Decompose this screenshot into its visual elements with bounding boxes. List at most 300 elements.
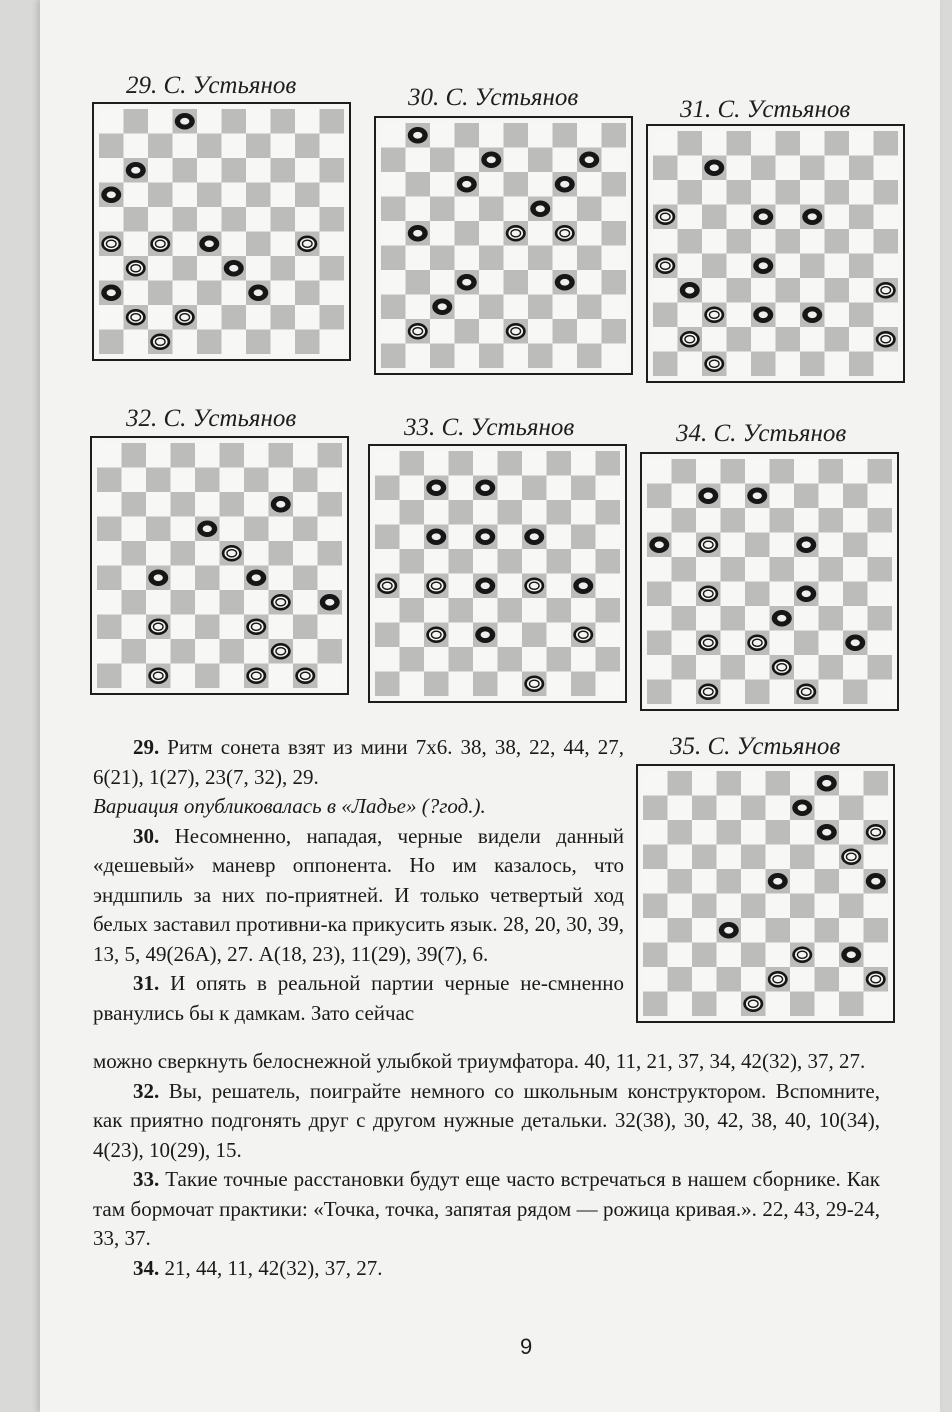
light-square bbox=[727, 254, 752, 279]
black-checker-piece bbox=[248, 285, 268, 301]
light-square bbox=[668, 796, 693, 821]
white-checker-piece bbox=[555, 225, 575, 241]
dark-square bbox=[498, 598, 523, 623]
light-square bbox=[776, 205, 801, 230]
white-checker-piece bbox=[768, 971, 788, 987]
dark-square bbox=[171, 492, 196, 517]
light-square bbox=[424, 500, 449, 525]
dark-square bbox=[295, 330, 320, 355]
dark-square bbox=[473, 672, 498, 697]
dark-square bbox=[819, 606, 844, 631]
black-checker-piece bbox=[753, 209, 773, 225]
dark-square bbox=[381, 197, 406, 222]
dark-square bbox=[195, 566, 220, 591]
light-square bbox=[745, 655, 770, 680]
light-square bbox=[849, 131, 874, 156]
solution-34: 34. 21, 44, 11, 42(32), 37, 27. bbox=[133, 1255, 383, 1280]
dark-square bbox=[320, 158, 345, 183]
dark-square bbox=[430, 246, 455, 271]
light-square bbox=[751, 327, 776, 352]
light-square bbox=[498, 623, 523, 648]
light-square bbox=[455, 197, 480, 222]
light-square bbox=[498, 574, 523, 599]
white-checker-piece bbox=[150, 334, 170, 350]
white-checker-piece bbox=[175, 309, 195, 325]
light-square bbox=[271, 183, 296, 208]
light-square bbox=[717, 894, 742, 919]
dark-square bbox=[849, 303, 874, 328]
light-square bbox=[696, 557, 721, 582]
black-checker-piece bbox=[753, 258, 773, 274]
black-checker-piece bbox=[698, 488, 718, 504]
light-square bbox=[171, 468, 196, 493]
light-square bbox=[99, 207, 124, 232]
light-square bbox=[864, 845, 889, 870]
light-square bbox=[678, 303, 703, 328]
black-checker-piece bbox=[845, 635, 865, 651]
light-square bbox=[800, 278, 825, 303]
light-square bbox=[874, 352, 899, 377]
light-square bbox=[547, 476, 572, 501]
light-square bbox=[375, 549, 400, 574]
light-square bbox=[790, 918, 815, 943]
white-checker-piece bbox=[524, 676, 544, 692]
dark-square bbox=[195, 664, 220, 689]
dark-square bbox=[727, 180, 752, 205]
dark-square bbox=[717, 771, 742, 796]
board-32 bbox=[90, 436, 349, 695]
light-square bbox=[498, 672, 523, 697]
light-square bbox=[528, 270, 553, 295]
light-square bbox=[244, 492, 269, 517]
dark-square bbox=[479, 197, 504, 222]
light-square bbox=[430, 319, 455, 344]
dark-square bbox=[146, 468, 171, 493]
light-square bbox=[406, 344, 431, 369]
light-square bbox=[553, 197, 578, 222]
dark-square bbox=[381, 344, 406, 369]
dark-square bbox=[643, 992, 668, 1017]
light-square bbox=[776, 352, 801, 377]
light-square bbox=[819, 533, 844, 558]
light-square bbox=[173, 281, 198, 306]
dark-square bbox=[293, 566, 318, 591]
black-checker-piece bbox=[796, 537, 816, 553]
white-checker-piece bbox=[698, 635, 718, 651]
dark-square bbox=[122, 639, 147, 664]
dark-square bbox=[571, 525, 596, 550]
light-square bbox=[696, 459, 721, 484]
light-square bbox=[692, 918, 717, 943]
light-square bbox=[849, 278, 874, 303]
light-square bbox=[195, 492, 220, 517]
dark-square bbox=[318, 639, 343, 664]
dark-square bbox=[727, 327, 752, 352]
light-square bbox=[653, 180, 678, 205]
dark-square bbox=[770, 459, 795, 484]
black-checker-piece bbox=[768, 873, 788, 889]
dark-square bbox=[430, 197, 455, 222]
light-square bbox=[222, 232, 247, 257]
white-checker-piece bbox=[222, 545, 242, 561]
black-checker-piece bbox=[573, 578, 593, 594]
dark-square bbox=[220, 443, 245, 468]
white-checker-piece bbox=[573, 627, 593, 643]
light-square bbox=[553, 148, 578, 173]
light-square bbox=[819, 582, 844, 607]
dark-square bbox=[770, 508, 795, 533]
dark-square bbox=[318, 541, 343, 566]
light-square bbox=[195, 590, 220, 615]
dark-square bbox=[741, 796, 766, 821]
light-square bbox=[745, 557, 770, 582]
dark-square bbox=[819, 459, 844, 484]
white-checker-piece bbox=[866, 971, 886, 987]
light-square bbox=[424, 647, 449, 672]
dark-square bbox=[195, 615, 220, 640]
dark-square bbox=[668, 820, 693, 845]
dark-square bbox=[849, 352, 874, 377]
light-square bbox=[320, 281, 345, 306]
solution-29: 29. Ритм сонета взят из мини 7х6. 38, 38, 22, 44, 27, 6(21), 1(27), 23(7, 32), 29. bbox=[93, 735, 624, 789]
white-checker-piece bbox=[704, 307, 724, 323]
light-square bbox=[770, 631, 795, 656]
dark-square bbox=[721, 557, 746, 582]
black-checker-piece bbox=[426, 529, 446, 545]
dark-square bbox=[643, 845, 668, 870]
light-square bbox=[766, 943, 791, 968]
black-checker-piece bbox=[680, 282, 700, 298]
black-checker-piece bbox=[320, 594, 340, 610]
dark-square bbox=[721, 655, 746, 680]
dark-square bbox=[702, 254, 727, 279]
light-square bbox=[702, 229, 727, 254]
light-square bbox=[473, 500, 498, 525]
light-square bbox=[381, 172, 406, 197]
black-checker-piece bbox=[792, 800, 812, 816]
dark-square bbox=[745, 533, 770, 558]
light-square bbox=[522, 500, 547, 525]
light-square bbox=[751, 180, 776, 205]
light-square bbox=[122, 517, 147, 542]
light-square bbox=[596, 574, 621, 599]
light-square bbox=[745, 459, 770, 484]
dark-square bbox=[122, 492, 147, 517]
dark-square bbox=[741, 894, 766, 919]
dark-square bbox=[864, 918, 889, 943]
light-square bbox=[269, 566, 294, 591]
light-square bbox=[406, 295, 431, 320]
white-checker-piece bbox=[271, 594, 291, 610]
light-square bbox=[647, 508, 672, 533]
black-checker-piece bbox=[197, 521, 217, 537]
dark-square bbox=[375, 525, 400, 550]
light-square bbox=[124, 183, 149, 208]
dark-square bbox=[122, 590, 147, 615]
white-checker-piece bbox=[876, 282, 896, 298]
light-square bbox=[269, 664, 294, 689]
light-square bbox=[504, 148, 529, 173]
light-square bbox=[318, 664, 343, 689]
light-square bbox=[839, 771, 864, 796]
light-square bbox=[678, 156, 703, 181]
light-square bbox=[819, 484, 844, 509]
checkers-board-grid bbox=[381, 123, 626, 368]
dark-square bbox=[825, 278, 850, 303]
dark-square bbox=[320, 109, 345, 134]
solution-29-note: Вариация опубликовалась в «Ладье» (?год.). bbox=[93, 794, 486, 818]
light-square bbox=[790, 820, 815, 845]
dark-square bbox=[668, 967, 693, 992]
light-square bbox=[271, 330, 296, 355]
white-checker-piece bbox=[655, 209, 675, 225]
dark-square bbox=[293, 468, 318, 493]
dark-square bbox=[653, 303, 678, 328]
dark-square bbox=[602, 221, 627, 246]
light-square bbox=[815, 894, 840, 919]
light-square bbox=[293, 541, 318, 566]
dark-square bbox=[843, 582, 868, 607]
white-checker-piece bbox=[295, 668, 315, 684]
dark-square bbox=[668, 869, 693, 894]
light-square bbox=[479, 123, 504, 148]
white-checker-piece bbox=[698, 684, 718, 700]
light-square bbox=[721, 484, 746, 509]
light-square bbox=[473, 598, 498, 623]
black-checker-piece bbox=[524, 529, 544, 545]
light-square bbox=[717, 845, 742, 870]
dark-square bbox=[596, 549, 621, 574]
light-square bbox=[696, 655, 721, 680]
black-checker-piece bbox=[475, 578, 495, 594]
light-square bbox=[692, 820, 717, 845]
dark-square bbox=[99, 134, 124, 159]
light-square bbox=[222, 330, 247, 355]
light-square bbox=[647, 459, 672, 484]
light-square bbox=[602, 295, 627, 320]
light-square bbox=[473, 549, 498, 574]
light-square bbox=[825, 352, 850, 377]
light-square bbox=[571, 647, 596, 672]
black-checker-piece bbox=[148, 570, 168, 586]
dark-square bbox=[124, 207, 149, 232]
checkers-board-grid bbox=[653, 131, 898, 376]
dark-square bbox=[751, 352, 776, 377]
light-square bbox=[643, 967, 668, 992]
light-square bbox=[295, 109, 320, 134]
dark-square bbox=[868, 655, 893, 680]
light-square bbox=[721, 582, 746, 607]
dark-square bbox=[430, 344, 455, 369]
light-square bbox=[171, 566, 196, 591]
light-square bbox=[171, 664, 196, 689]
light-square bbox=[553, 295, 578, 320]
dark-square bbox=[727, 229, 752, 254]
light-square bbox=[122, 664, 147, 689]
light-square bbox=[692, 967, 717, 992]
dark-square bbox=[721, 606, 746, 631]
dark-square bbox=[455, 221, 480, 246]
white-checker-piece bbox=[747, 635, 767, 651]
dark-square bbox=[504, 123, 529, 148]
white-checker-piece bbox=[866, 824, 886, 840]
light-square bbox=[455, 246, 480, 271]
diagram-title-31: 31. С. Устьянов bbox=[680, 96, 851, 123]
white-checker-piece bbox=[524, 578, 544, 594]
dark-square bbox=[602, 172, 627, 197]
light-square bbox=[400, 623, 425, 648]
light-square bbox=[776, 254, 801, 279]
dark-square bbox=[672, 508, 697, 533]
dark-square bbox=[246, 232, 271, 257]
dark-square bbox=[843, 680, 868, 705]
light-square bbox=[571, 451, 596, 476]
dark-square bbox=[195, 468, 220, 493]
dark-square bbox=[498, 549, 523, 574]
dark-square bbox=[839, 992, 864, 1017]
light-square bbox=[473, 451, 498, 476]
white-checker-piece bbox=[408, 323, 428, 339]
white-checker-piece bbox=[246, 668, 266, 684]
dark-square bbox=[553, 123, 578, 148]
dark-square bbox=[668, 771, 693, 796]
light-square bbox=[770, 680, 795, 705]
dark-square bbox=[220, 590, 245, 615]
dark-square bbox=[839, 894, 864, 919]
light-square bbox=[430, 270, 455, 295]
dark-square bbox=[741, 943, 766, 968]
light-square bbox=[99, 256, 124, 281]
dark-square bbox=[776, 229, 801, 254]
dark-square bbox=[320, 256, 345, 281]
light-square bbox=[449, 476, 474, 501]
dark-square bbox=[790, 894, 815, 919]
light-square bbox=[825, 303, 850, 328]
light-square bbox=[246, 256, 271, 281]
black-checker-piece bbox=[457, 176, 477, 192]
dark-square bbox=[647, 680, 672, 705]
light-square bbox=[672, 533, 697, 558]
dark-square bbox=[173, 207, 198, 232]
light-square bbox=[320, 232, 345, 257]
dark-square bbox=[727, 131, 752, 156]
dark-square bbox=[776, 131, 801, 156]
light-square bbox=[146, 443, 171, 468]
white-checker-piece bbox=[426, 578, 446, 594]
dark-square bbox=[692, 894, 717, 919]
dark-square bbox=[647, 582, 672, 607]
dark-square bbox=[717, 967, 742, 992]
dark-square bbox=[825, 180, 850, 205]
diagram-title-30: 30. С. Устьянов bbox=[408, 84, 579, 111]
dark-square bbox=[375, 476, 400, 501]
light-square bbox=[602, 246, 627, 271]
white-checker-piece bbox=[796, 684, 816, 700]
light-square bbox=[741, 967, 766, 992]
light-square bbox=[271, 281, 296, 306]
light-square bbox=[696, 508, 721, 533]
white-checker-piece bbox=[841, 849, 861, 865]
dark-square bbox=[692, 845, 717, 870]
white-checker-piece bbox=[743, 996, 763, 1012]
light-square bbox=[868, 631, 893, 656]
light-square bbox=[770, 582, 795, 607]
solutions-full-width bbox=[93, 1047, 880, 1283]
dark-square bbox=[819, 508, 844, 533]
black-checker-piece bbox=[175, 113, 195, 129]
light-square bbox=[375, 500, 400, 525]
light-square bbox=[547, 623, 572, 648]
light-square bbox=[197, 256, 222, 281]
light-square bbox=[815, 992, 840, 1017]
dark-square bbox=[148, 281, 173, 306]
light-square bbox=[843, 606, 868, 631]
light-square bbox=[647, 655, 672, 680]
light-square bbox=[874, 303, 899, 328]
light-square bbox=[146, 639, 171, 664]
light-square bbox=[672, 484, 697, 509]
light-square bbox=[668, 943, 693, 968]
dark-square bbox=[815, 918, 840, 943]
light-square bbox=[794, 557, 819, 582]
dark-square bbox=[800, 254, 825, 279]
dark-square bbox=[522, 476, 547, 501]
light-square bbox=[97, 639, 122, 664]
light-square bbox=[146, 590, 171, 615]
light-square bbox=[424, 598, 449, 623]
black-checker-piece bbox=[841, 947, 861, 963]
light-square bbox=[449, 623, 474, 648]
dark-square bbox=[602, 123, 627, 148]
light-square bbox=[148, 305, 173, 330]
light-square bbox=[148, 256, 173, 281]
light-square bbox=[843, 557, 868, 582]
light-square bbox=[528, 172, 553, 197]
light-square bbox=[643, 869, 668, 894]
black-checker-piece bbox=[753, 307, 773, 323]
light-square bbox=[220, 664, 245, 689]
light-square bbox=[849, 327, 874, 352]
light-square bbox=[577, 172, 602, 197]
dark-square bbox=[770, 557, 795, 582]
light-square bbox=[528, 221, 553, 246]
dark-square bbox=[868, 557, 893, 582]
dark-square bbox=[148, 134, 173, 159]
dark-square bbox=[571, 672, 596, 697]
white-checker-piece bbox=[377, 578, 397, 594]
light-square bbox=[522, 451, 547, 476]
light-square bbox=[547, 672, 572, 697]
dark-square bbox=[271, 109, 296, 134]
light-square bbox=[269, 517, 294, 542]
dark-square bbox=[97, 566, 122, 591]
book-page bbox=[40, 0, 940, 1412]
light-square bbox=[99, 158, 124, 183]
light-square bbox=[430, 172, 455, 197]
dark-square bbox=[381, 148, 406, 173]
dark-square bbox=[849, 205, 874, 230]
light-square bbox=[295, 158, 320, 183]
light-square bbox=[222, 134, 247, 159]
light-square bbox=[741, 820, 766, 845]
dark-square bbox=[124, 109, 149, 134]
dark-square bbox=[449, 549, 474, 574]
light-square bbox=[222, 183, 247, 208]
dark-square bbox=[868, 606, 893, 631]
dark-square bbox=[171, 541, 196, 566]
dark-square bbox=[271, 305, 296, 330]
light-square bbox=[794, 508, 819, 533]
